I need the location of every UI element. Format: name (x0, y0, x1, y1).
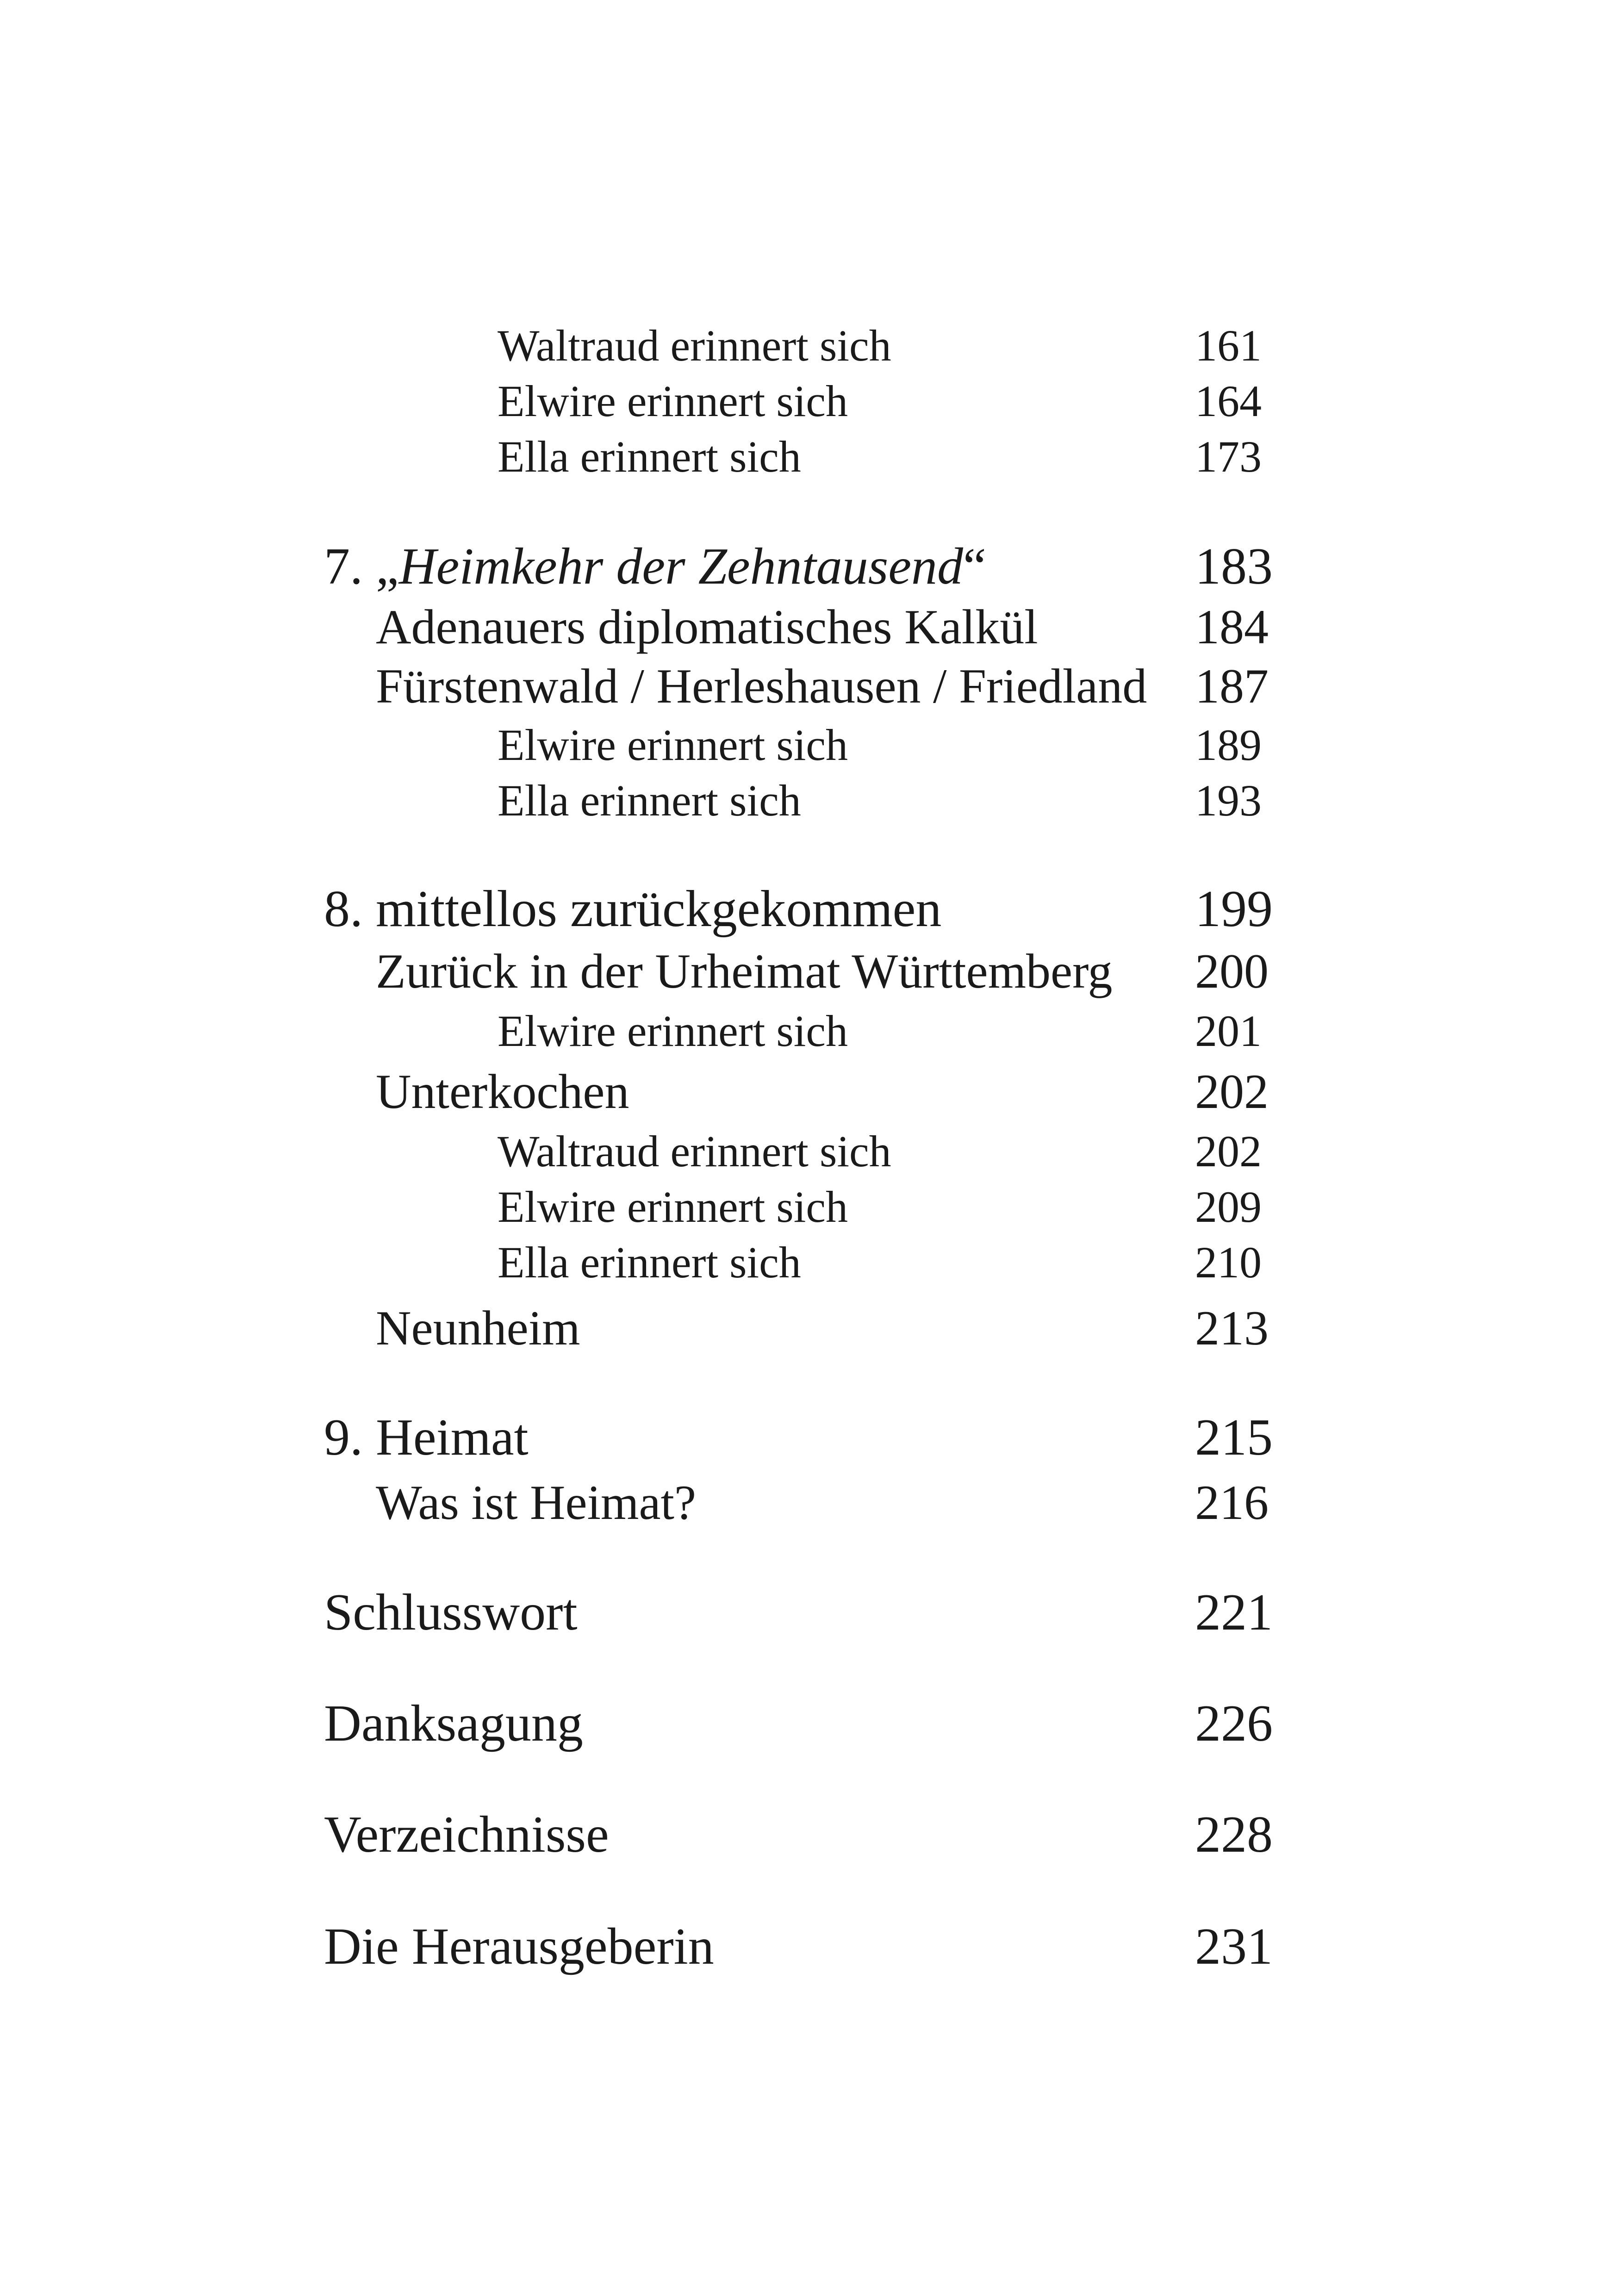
toc-entry-page: 202 (1195, 1126, 1262, 1176)
toc-entry-title: Waltraud erinnert sich (498, 1126, 891, 1176)
toc-section-title: Neunheim (376, 1301, 580, 1355)
opening-quote: „ (376, 538, 399, 595)
toc-chapter-title: Schlusswort (324, 1584, 578, 1641)
toc-entry-title: Waltraud erinnert sich (498, 321, 891, 370)
toc-chapter-title: Die Herausgeberin (324, 1918, 714, 1975)
toc-chapter-page: 183 (1195, 538, 1273, 595)
toc-chapter-title-text: Heimkehr der Zehntausend (398, 538, 964, 595)
toc-chapter-page: 228 (1195, 1806, 1273, 1863)
toc-chapter-title (324, 538, 986, 595)
toc-section-page: 187 (1195, 659, 1269, 713)
toc-section-title: Adenauers diplomatisches Kalkül (376, 600, 1038, 654)
toc-section-page: 184 (1195, 600, 1269, 654)
toc-chapter-page: 226 (1195, 1695, 1273, 1752)
toc-section-page: 200 (1195, 944, 1269, 998)
toc-chapter-title: 9. Heimat (324, 1409, 529, 1466)
toc-chapter-number: 7. (324, 538, 363, 595)
toc-chapter-page: 221 (1195, 1584, 1273, 1641)
toc-section-page: 213 (1195, 1301, 1269, 1355)
toc-entry-title: Ella erinnert sich (498, 1238, 801, 1287)
toc-section-page: 216 (1195, 1475, 1269, 1530)
toc-section-title: Was ist Heimat? (376, 1475, 697, 1530)
toc-entry-title: Elwire erinnert sich (498, 1006, 848, 1056)
toc-chapter-title: 8. mittellos zurückgekommen (324, 880, 942, 938)
toc-entry-page: 164 (1195, 376, 1262, 426)
closing-quote: “ (963, 538, 986, 595)
toc-entry-page: 201 (1195, 1006, 1262, 1056)
toc-entry-title: Elwire erinnert sich (498, 376, 848, 426)
toc-entry-page: 193 (1195, 776, 1262, 825)
toc-entry-page: 173 (1195, 432, 1262, 481)
toc-entry-title: Ella erinnert sich (498, 776, 801, 825)
toc-entry-page: 209 (1195, 1182, 1262, 1232)
toc-chapter-title: Verzeichnisse (324, 1806, 609, 1863)
toc-chapter-page: 215 (1195, 1409, 1273, 1466)
toc-entry-page: 161 (1195, 321, 1262, 370)
toc-section-title: Zurück in der Urheimat Württemberg (376, 944, 1113, 998)
toc-chapter-page: 199 (1195, 880, 1273, 938)
toc-entry-title: Elwire erinnert sich (498, 720, 848, 770)
toc-entry-page: 210 (1195, 1238, 1262, 1287)
toc-entry-title: Elwire erinnert sich (498, 1182, 848, 1232)
toc-section-page: 202 (1195, 1064, 1269, 1119)
toc-chapter-page: 231 (1195, 1918, 1273, 1975)
toc-section-title: Unterkochen (376, 1064, 629, 1119)
toc-section-title: Fürstenwald / Herleshausen / Friedland (376, 659, 1147, 713)
toc-entry-page: 189 (1195, 720, 1262, 770)
toc-chapter-title: Danksagung (324, 1695, 583, 1752)
toc-entry-title: Ella erinnert sich (498, 432, 801, 481)
